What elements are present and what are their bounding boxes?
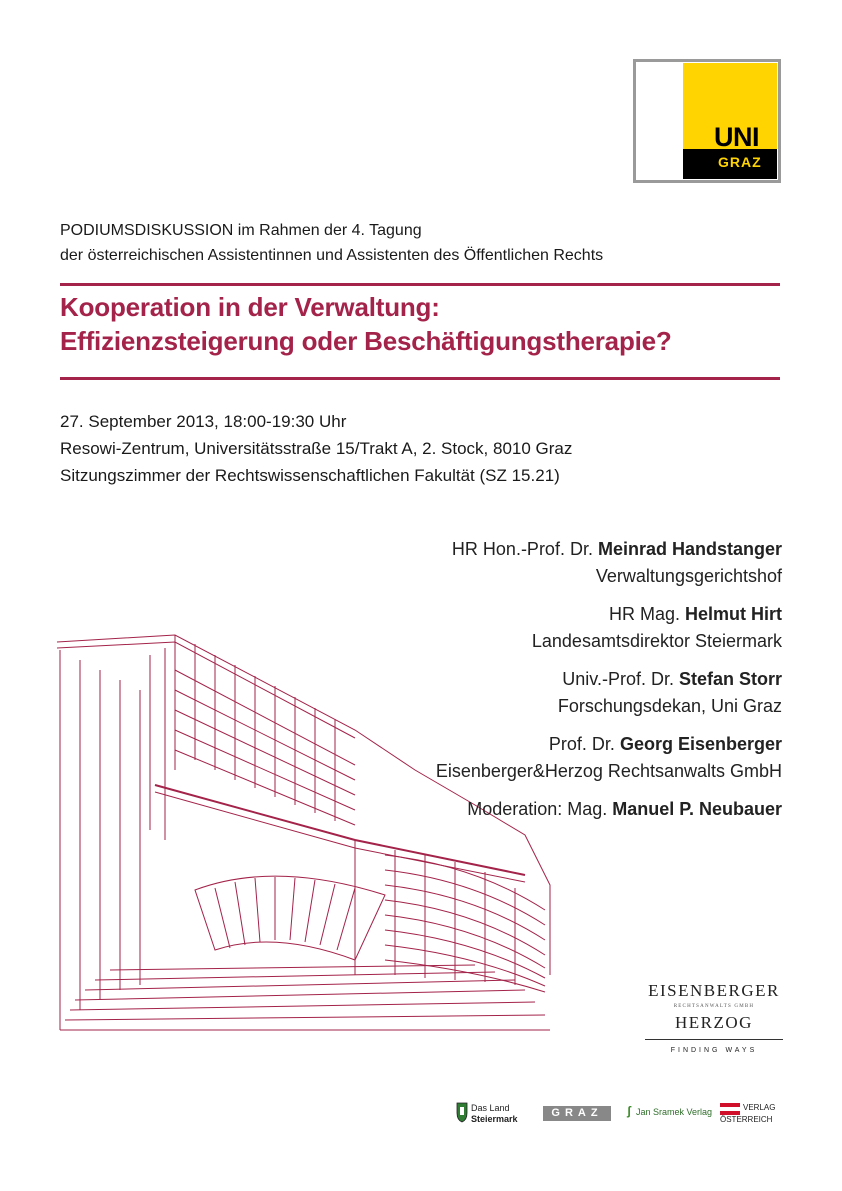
land-steiermark-line-1: Das Land [471,1103,510,1113]
verlag-oesterreich-logo [720,1103,782,1125]
speaker-2 [282,601,782,655]
title-rule-bottom [60,377,780,380]
title-line-2: Effizienzsteigerung oder Beschäftigungstherapie? [60,326,672,356]
speaker-3 [282,666,782,720]
moderator [282,796,782,823]
verlag-line-2: ÖSTERREICH [720,1115,773,1124]
event-details [60,408,572,489]
uni-graz-logo-graz: GRAZ [718,154,762,170]
title-line-1: Kooperation in der Verwaltung: [60,292,440,322]
speaker-2-title: HR Mag. [608,604,685,624]
intro-line-2: der österreichischen Assistentinnen und Assistenten des Öffentlichen Rechts [60,247,604,264]
speaker-4-name: Georg Eisenberger [619,734,782,754]
speaker-2-name: Helmut Hirt [684,604,782,624]
eh-logo-bottom: HERZOG [675,1013,753,1032]
speaker-list [282,536,782,834]
sramek-leaf-icon: ʃ [627,1104,631,1118]
land-steiermark-line-2: Steiermark [471,1114,518,1124]
speaker-1-title: HR Hon.-Prof. Dr. [451,539,598,559]
eh-logo-top: EISENBERGER [648,981,780,1000]
stadt-graz-logo: GRAZ [543,1106,611,1121]
steiermark-crest-icon [456,1101,468,1123]
speaker-3-title: Univ.-Prof. Dr. [562,669,679,689]
eh-logo-divider [645,1039,783,1040]
eh-logo-middle: RECHTSANWALTS GMBH [673,1004,755,1009]
title-rule-top [60,283,780,286]
moderator-name: Manuel P. Neubauer [612,799,782,819]
speaker-1-role: Verwaltungsgerichtshof [595,566,782,586]
eh-logo-tagline: FINDING WAYS [670,1047,758,1054]
sramek-text: Jan Sramek Verlag [636,1107,713,1117]
verlag-line-1: VERLAG [743,1103,776,1112]
eisenberger-herzog-logo [645,980,783,1056]
intro [60,218,603,268]
speaker-4 [282,731,782,785]
speaker-2-role: Landesamtsdirektor Steiermark [531,631,782,651]
speaker-1-name: Meinrad Handstanger [597,539,782,559]
speaker-3-role: Forschungsdekan, Uni Graz [557,696,782,716]
jan-sramek-verlag-logo [627,1104,717,1120]
land-steiermark-logo [456,1101,516,1127]
uni-graz-logo-uni: UNI [714,122,759,152]
intro-line-1: PODIUMSDISKUSSION im Rahmen der 4. Tagung [60,222,422,239]
speaker-3-name: Stefan Storr [678,669,782,689]
speaker-1 [282,536,782,590]
event-title [60,290,672,358]
event-date: 27. September 2013, 18:00-19:30 Uhr [60,412,347,431]
speaker-4-title: Prof. Dr. [548,734,620,754]
verlag-flag-icon [720,1103,740,1107]
moderator-title: Moderation: Mag. [467,799,613,819]
event-room: Sitzungszimmer der Rechtswissenschaftlichen Fakultät (SZ 15.21) [60,466,560,485]
speaker-4-role: Eisenberger&Herzog Rechtsanwalts GmbH [435,761,782,781]
event-address: Resowi-Zentrum, Universitätsstraße 15/Trakt A, 2. Stock, 8010 Graz [60,439,573,458]
